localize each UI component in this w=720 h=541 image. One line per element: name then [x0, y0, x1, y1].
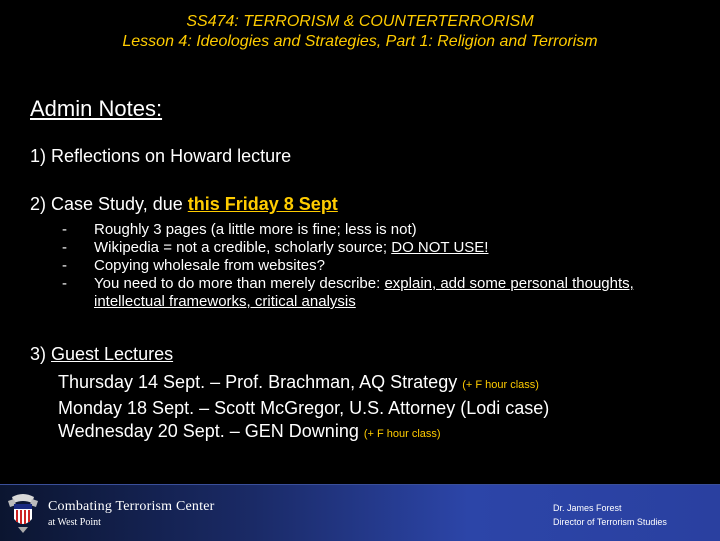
bullet-item: [62, 221, 682, 239]
lecture-note: (+ F hour class): [462, 379, 539, 391]
ctc-title: Combating Terrorism Center: [48, 499, 215, 514]
lecture-entry: [58, 371, 549, 397]
admin-notes-heading: Admin Notes:: [30, 96, 163, 121]
lecture-text: Thursday 14 Sept. – Prof. Brachman, AQ Strategy: [58, 372, 463, 392]
analysis-requirement: explain, add some personal thoughts, intellectual frameworks, critical analysis: [94, 275, 634, 310]
case-study-label: 2) Case Study, due: [30, 194, 188, 214]
lecture-entry: [58, 397, 549, 420]
bullet-text: Copying wholesale from websites?: [94, 257, 325, 274]
lecture-text: Monday 18 Sept. – Scott McGregor, U.S. Attorney (Lodi case): [58, 398, 550, 418]
item-reflections: 1) Reflections on Howard lecture: [30, 146, 292, 166]
footer-bar: [0, 484, 720, 541]
bullet-dash: -: [62, 221, 67, 238]
lesson-title: Lesson 4: Ideologies and Strategies, Part 1: Religion and Terrorism: [122, 33, 598, 50]
case-study-due-date: this Friday 8 Sept: [187, 194, 338, 214]
eagle-shield-icon: [6, 489, 40, 535]
bullet-item: [62, 239, 682, 257]
guest-lecture-list: [58, 371, 549, 446]
presenter-info: [553, 501, 667, 529]
item-guest-lectures: [30, 344, 173, 365]
bullet-dash: -: [62, 239, 67, 256]
bullet-item: [62, 275, 682, 311]
lecture-entry: [58, 420, 549, 446]
lecture-note: (+ F hour class): [363, 428, 441, 440]
case-study-bullets: [62, 221, 682, 311]
presenter-title: Director of Terrorism Studies: [553, 517, 667, 527]
bullet-text-plain: Wikipedia = not a credible, scholarly source;: [94, 239, 392, 256]
do-not-use-warning: DO NOT USE!: [391, 239, 489, 256]
ctc-subtitle: at West Point: [48, 517, 101, 528]
lecture-text: Wednesday 20 Sept. – GEN Downing: [58, 421, 364, 441]
bullet-text: [94, 275, 682, 311]
bullet-text: Roughly 3 pages (a little more is fine; less is not): [94, 221, 417, 238]
bullet-dash: -: [62, 257, 67, 274]
presenter-name: Dr. James Forest: [553, 503, 622, 513]
bullet-text-plain: You need to do more than merely describe:: [94, 275, 385, 292]
bullet-item: [62, 257, 682, 275]
item-case-study: [30, 194, 338, 215]
bullet-text: [94, 239, 682, 257]
course-title: SS474: TERRORISM & COUNTERTERRORISM: [186, 13, 534, 30]
bullet-dash: -: [62, 275, 67, 292]
guest-lectures-number: 3): [30, 344, 52, 364]
guest-lectures-heading: Guest Lectures: [51, 344, 174, 364]
